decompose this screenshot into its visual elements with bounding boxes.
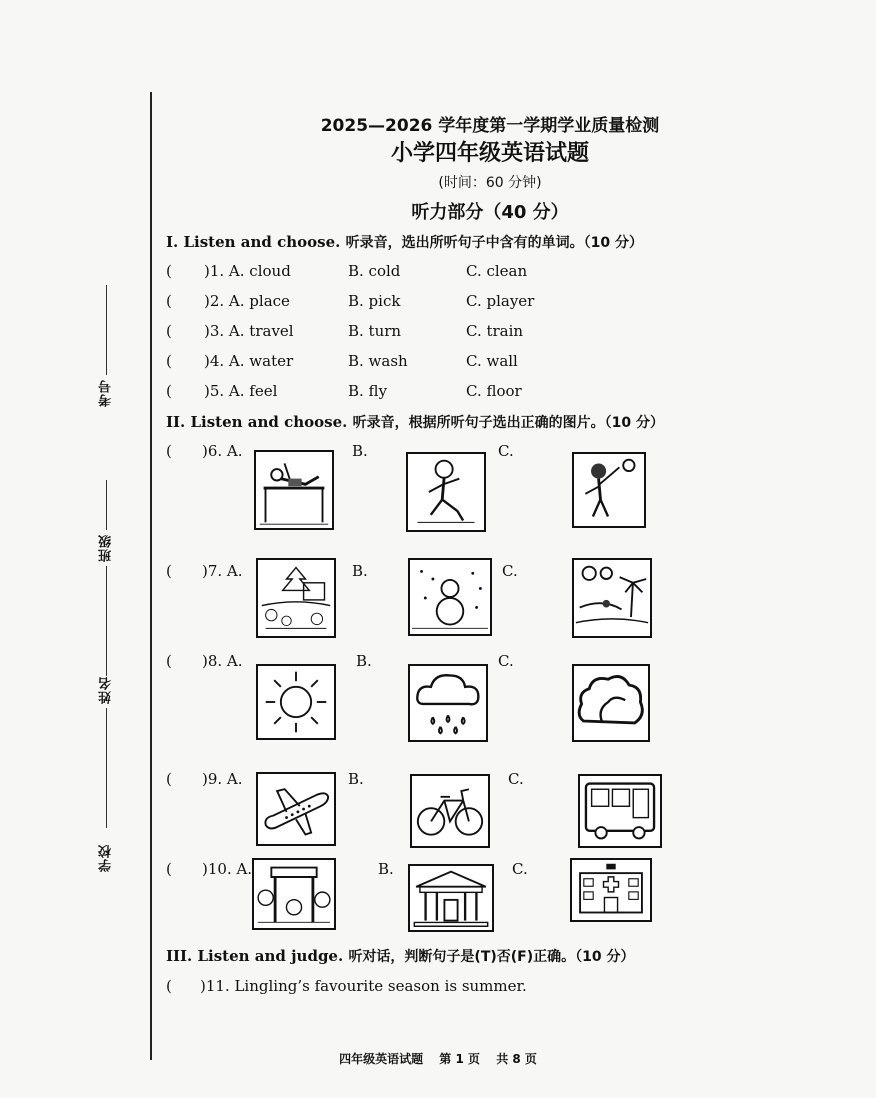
spring-scene-icon[interactable]: [256, 558, 336, 638]
q7-label-c: C.: [502, 562, 518, 580]
side-field-class: [96, 480, 116, 676]
footer-page: 第 1 页: [439, 1052, 480, 1066]
bus-icon[interactable]: [578, 774, 662, 848]
answer-paren[interactable]: (: [166, 292, 172, 310]
q5-option-a: )5. A. feel: [204, 382, 278, 400]
section2-heading-cn: 听录音，根据所听句子选出正确的图片。（10 分）: [352, 415, 664, 431]
summer-beach-icon[interactable]: [572, 558, 652, 638]
high-jump-icon[interactable]: [254, 450, 334, 530]
q4-option-c: C. wall: [466, 352, 518, 370]
q9-label-a: )9. A.: [202, 770, 243, 788]
bicycle-icon[interactable]: [410, 774, 490, 848]
answer-paren[interactable]: (: [166, 262, 172, 280]
q9-label-b: B.: [348, 770, 364, 788]
class-label: 班级: [98, 534, 114, 562]
answer-paren[interactable]: (: [166, 442, 172, 460]
q1-option-a: )1. A. cloud: [204, 262, 291, 280]
footer-total: 共 8 页: [496, 1052, 537, 1066]
q8-label-c: C.: [498, 652, 514, 670]
q5-option-c: C. floor: [466, 382, 522, 400]
q6-label-c: C.: [498, 442, 514, 460]
question-9: [166, 770, 786, 860]
q7-label-a: )7. A.: [202, 562, 243, 580]
question-11: [166, 977, 766, 999]
name-label: 姓名: [98, 676, 114, 704]
section3-heading: [166, 946, 635, 966]
sun-icon[interactable]: [256, 664, 336, 740]
answer-paren[interactable]: (: [166, 352, 172, 370]
section2-heading: [166, 412, 664, 432]
answer-paren[interactable]: (: [166, 562, 172, 580]
question-7: [166, 562, 786, 652]
answer-paren[interactable]: (: [166, 977, 172, 995]
exam-title-line2: 小学四年级英语试题: [390, 141, 589, 166]
exam-number-label: 考号: [98, 379, 114, 407]
clouds-icon[interactable]: [572, 664, 650, 742]
footer-subject: 四年级英语试题: [339, 1052, 424, 1066]
q10-label-c: C.: [512, 860, 528, 878]
answer-paren[interactable]: (: [166, 652, 172, 670]
q1-option-b: B. cold: [348, 262, 401, 280]
q7-label-b: B.: [352, 562, 368, 580]
section2-heading-en: II. Listen and choose.: [166, 413, 348, 431]
q1-option-c: C. clean: [466, 262, 528, 280]
winter-snowman-icon[interactable]: [408, 558, 492, 636]
q9-label-c: C.: [508, 770, 524, 788]
side-field-name: [96, 672, 116, 828]
page-footer: [0, 1050, 876, 1067]
q2-option-b: B. pick: [348, 292, 401, 310]
question-8: [166, 652, 786, 742]
q3-option-b: B. turn: [348, 322, 402, 340]
question-1: [166, 262, 766, 284]
question-10: [166, 860, 786, 950]
answer-paren[interactable]: (: [166, 770, 172, 788]
q11-statement: )11. Lingling’s favourite season is summer.: [200, 977, 527, 995]
q5-option-b: B. fly: [348, 382, 388, 400]
side-field-exam-number: [96, 285, 116, 411]
question-5: [166, 382, 766, 404]
q2-option-c: C. player: [466, 292, 535, 310]
section1-heading: [166, 232, 643, 252]
q8-label-b: B.: [356, 652, 372, 670]
zoo-icon[interactable]: [252, 858, 336, 930]
section1-heading-cn: 听录音，选出所听句子中含有的单词。（10 分）: [345, 235, 643, 251]
volleyball-girl-icon[interactable]: [572, 452, 646, 528]
q2-option-a: )2. A. place: [204, 292, 290, 310]
section1-heading-en: I. Listen and choose.: [166, 233, 341, 251]
q10-label-b: B.: [378, 860, 394, 878]
answer-paren[interactable]: (: [166, 860, 172, 878]
hospital-icon[interactable]: [570, 858, 652, 922]
running-boy-icon[interactable]: [406, 452, 486, 532]
answer-paren[interactable]: (: [166, 322, 172, 340]
question-2: [166, 292, 766, 314]
school-label: 学校: [98, 844, 114, 872]
museum-icon[interactable]: [408, 864, 494, 932]
section3-heading-cn: 听对话，判断句子是(T)否(F)正确。（10 分）: [348, 949, 635, 965]
airplane-icon[interactable]: [256, 772, 336, 846]
q6-label-b: B.: [352, 442, 368, 460]
answer-paren[interactable]: (: [166, 382, 172, 400]
exam-time: (时间：60 分钟): [438, 175, 542, 191]
rain-cloud-icon[interactable]: [408, 664, 488, 742]
q4-option-b: B. wash: [348, 352, 408, 370]
side-field-school: [96, 840, 116, 876]
q8-label-a: )8. A.: [202, 652, 243, 670]
q6-label-a: )6. A.: [202, 442, 243, 460]
margin-binding-line: [150, 92, 152, 1060]
exam-title-line1: 2025—2026 学年度第一学期学业质量检测: [320, 116, 660, 136]
q10-label-a: )10. A.: [202, 860, 253, 878]
question-4: [166, 352, 766, 374]
question-3: [166, 322, 766, 344]
q3-option-a: )3. A. travel: [204, 322, 294, 340]
listening-part-title: 听力部分（40 分）: [411, 202, 569, 223]
question-6: [166, 442, 786, 532]
q4-option-a: )4. A. water: [204, 352, 294, 370]
q3-option-c: C. train: [466, 322, 524, 340]
section3-heading-en: III. Listen and judge.: [166, 947, 344, 965]
